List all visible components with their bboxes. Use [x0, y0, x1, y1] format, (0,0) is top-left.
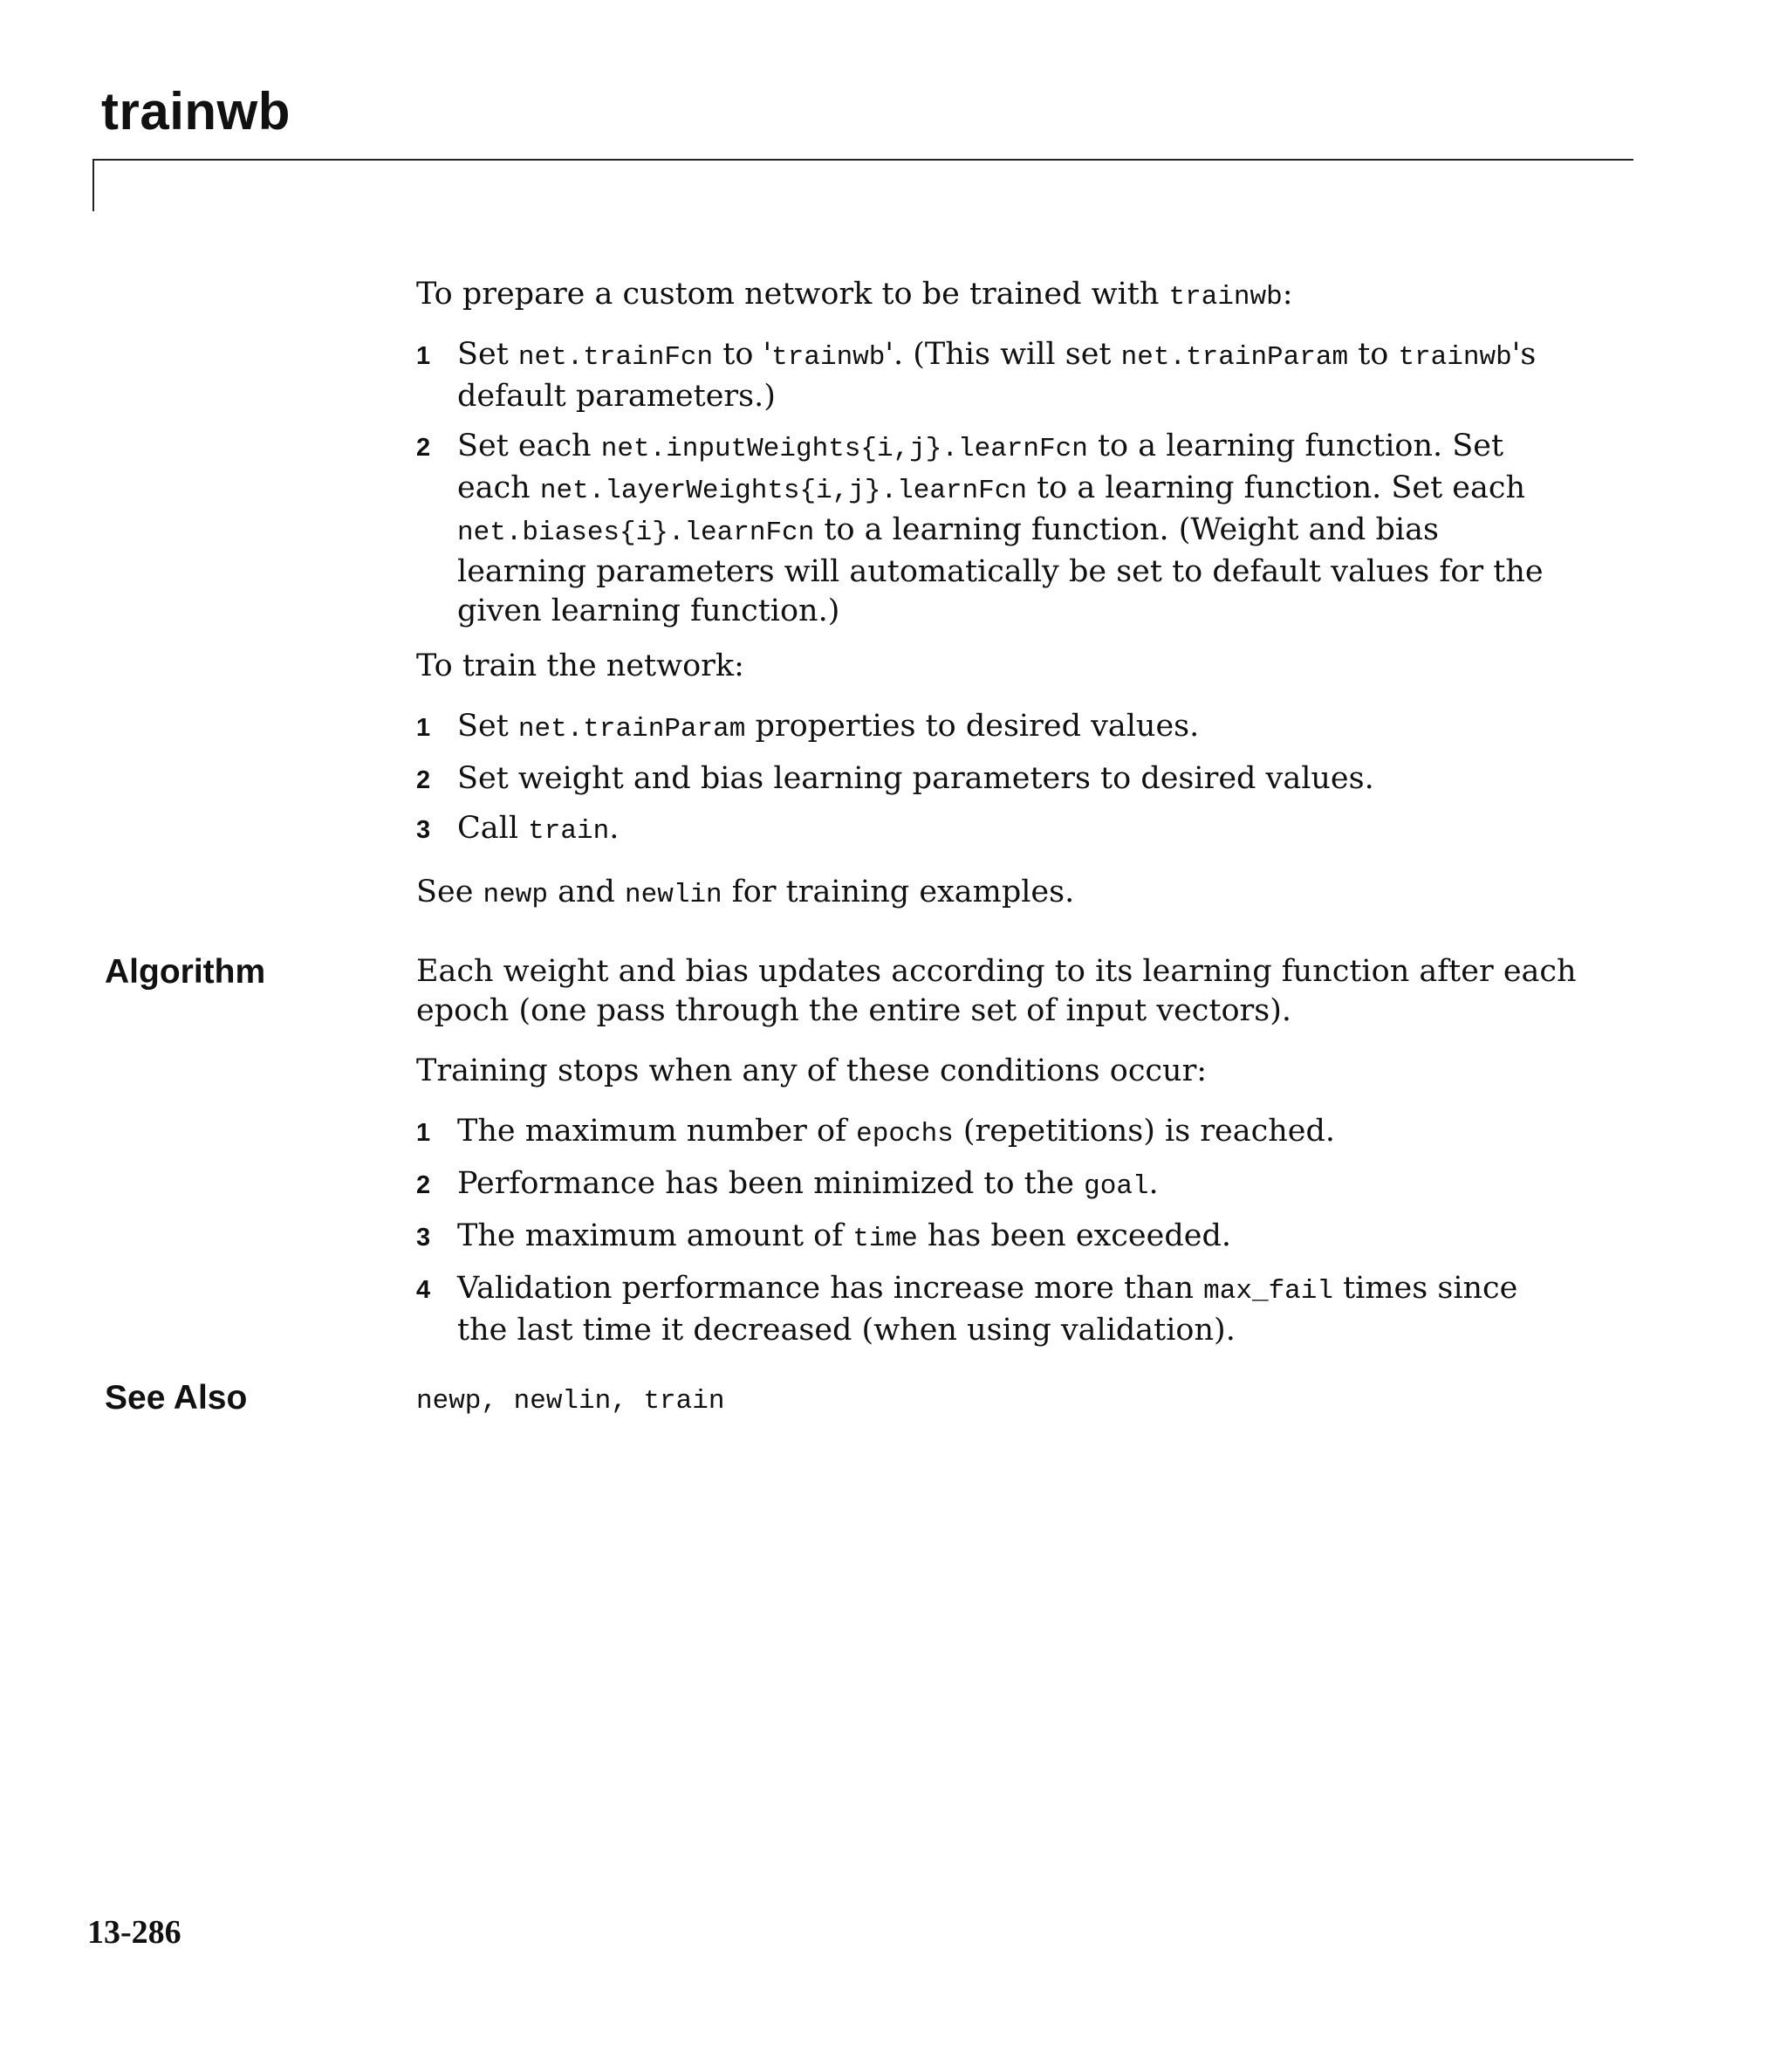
train-step: 3 Call train. — [416, 809, 1577, 851]
title-rule-tick — [92, 159, 94, 211]
stop-condition: 4 Validation performance has increase more than max_fail times since the last time it decreased (when using validation). — [416, 1271, 1518, 1348]
see-also-section — [416, 1379, 1577, 1421]
step-number: 4 — [416, 1276, 431, 1304]
step-number: 1 — [416, 342, 431, 370]
prepare-step: 1 Set net.trainFcn to 'trainwb'. (This will set net.trainParam to trainwb's default parameters.) — [416, 337, 1537, 414]
stop-condition: 2 Performance has been minimized to the goal. — [416, 1164, 1577, 1206]
train-section — [416, 647, 1577, 915]
see-also-links: newp, newlin, train — [416, 1386, 725, 1417]
step-number: 3 — [416, 1224, 431, 1252]
prepare-steps — [416, 335, 1577, 631]
title-rule — [92, 159, 1633, 161]
step-number: 1 — [416, 714, 431, 742]
train-step: 1 Set net.trainParam properties to desired values. — [416, 707, 1577, 749]
step-number: 1 — [416, 1119, 431, 1147]
algorithm-heading: Algorithm — [105, 953, 266, 991]
stop-condition: 1 The maximum number of epochs (repetitions) is reached. — [416, 1112, 1577, 1154]
algorithm-section — [416, 952, 1577, 1350]
page-title: trainwb — [101, 82, 291, 141]
train-step: 2 Set weight and bias learning parameters to desired values. — [416, 759, 1577, 799]
page-number: 13-286 — [87, 1914, 181, 1951]
see-examples: See newp and newlin for training examples. — [416, 875, 1075, 910]
prepare-intro: To prepare a custom network to be trained with trainwb: — [416, 277, 1293, 312]
train-intro: To train the network: — [416, 648, 744, 683]
step-number: 3 — [416, 816, 431, 844]
stop-condition: 3 The maximum amount of time has been exceeded. — [416, 1217, 1577, 1259]
see-also-heading: See Also — [105, 1379, 248, 1417]
stop-conditions-intro: Training stops when any of these conditions occur: — [416, 1053, 1208, 1088]
step-number: 2 — [416, 1171, 431, 1199]
step-number: 2 — [416, 434, 431, 462]
train-steps — [416, 707, 1577, 851]
stop-conditions — [416, 1112, 1577, 1350]
prepare-section — [416, 275, 1577, 631]
algorithm-para: Each weight and bias updates according to its learning function after each epoch (one pass through the entire set of input vectors). — [416, 954, 1577, 1028]
prepare-step: 2 Set each net.inputWeights{i,j}.learnFcn to a learning function. Set each net.layerWeights{i,j}.learnFcn to a learning function. Set each net.biases{i}.learnFcn to a learning function. (Weight and bias learning parameters will automatically be set to default values for the given learning function.) — [416, 429, 1544, 628]
step-number: 2 — [416, 766, 431, 794]
